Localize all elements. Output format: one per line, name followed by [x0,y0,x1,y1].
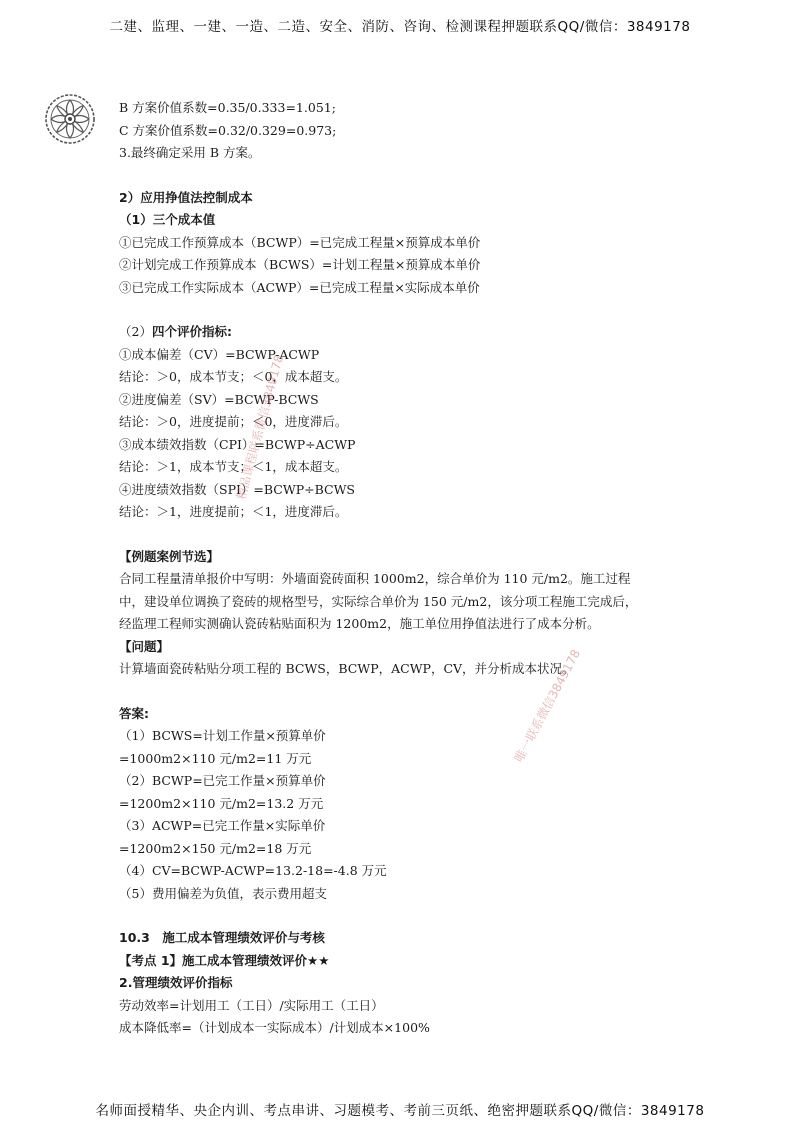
text-line: （2）BCWP=已完工作量×预算单价 [119,773,326,788]
document-body [119,97,719,1040]
text-line: 中，建设单位调换了瓷砖的规格型号，实际综合单价为 150 元/m2，该分项工程施工完成后， [119,593,638,609]
text-line: （3）ACWP=已完工作量×实际单价 [119,818,326,833]
text-line: 计算墙面瓷砖粘贴分项工程的 BCWS，BCWP，ACWP，CV，并分析成本状况。 [119,661,575,676]
text-line: 成本降低率=（计划成本一实际成本）/计划成本×100% [119,1020,430,1035]
example-heading: 【例题案例节选】 [119,548,220,564]
question-heading: 【问题】 [119,638,170,654]
text-line: ③已完成工作实际成本（ACWP）=已完成工程量×实际成本单价 [119,279,480,295]
subsection-heading: 2.管理绩效评价指标 [119,975,233,990]
text-line: C 方案价值系数=0.32/0.329=0.973; [119,122,337,138]
text-line: ①已完成工作预算成本（BCWP）=已完成工程量×预算成本单价 [119,234,481,250]
subsection-heading [119,321,719,344]
text-line: ②计划完成工作预算成本（BCWS）=计划工程量×预算成本单价 [119,257,481,272]
key-point-heading: 【考点 1】施工成本管理绩效评价★★ [119,952,330,968]
text-line: （4）CV=BCWP-ACWP=13.2-18=-4.8 万元 [119,863,387,878]
text-line: 合同工程量清单报价中写明：外墙面瓷砖面积 1000m2，综合单价为 110 元/m2。施工过程 [119,571,631,586]
watermark: 精品课程联系微信3849178 [233,353,287,502]
text-line: ①成本偏差（CV）=BCWP-ACWP [119,346,320,362]
subsection-heading: （1）三个成本值 [119,212,216,227]
page-header: 二建、监理、一建、一造、二造、安全、消防、咨询、检测课程押题联系QQ/微信：3849178 [109,19,691,35]
section-heading: 2）应用挣值法控制成本 [119,189,253,205]
text-line: 经监理工程师实测确认瓷砖粘贴面积为 1200m2，施工单位用挣值法进行了成本分析。 [119,616,600,631]
text-line: 3.最终确定采用 B 方案。 [119,145,261,160]
text-line: =1000m2×110 元/m2=11 万元 [119,750,312,766]
answer-heading: 答案: [119,705,149,721]
text-line: 劳动效率=计划用工（工日）/实际用工（工日） [119,997,384,1013]
text-line: ④进度绩效指数（SPI）=BCWP÷BCWS [119,481,355,497]
text-line: 结论：＞0，进度提前；＜0，进度滞后。 [119,414,348,429]
text-line: ③成本绩效指数（CPI）=BCWP÷ACWP [119,436,356,452]
watermark: 唯一联系微信3849178 [511,647,584,765]
subsection-title: 四个评价指标: [151,324,232,339]
text-line: 结论：＞1，进度提前；＜1，进度滞后。 [119,504,348,519]
text-line: 结论：＞1，成本节支；＜1，成本超支。 [119,459,348,474]
text-line: 结论：＞0，成本节支；＜0，成本超支。 [119,369,348,384]
text-line: （5）费用偏差为负值，表示费用超支 [119,885,327,901]
text-line: （1）BCWS=计划工作量×预算单价 [119,728,326,743]
text-line: =1200m2×150 元/m2=18 万元 [119,840,312,856]
page-footer: 名师面授精华、央企内训、考点串讲、习题模考、考前三页纸、绝密押题联系QQ/微信：3849178 [95,1103,705,1119]
subsection-number: （2） [119,324,152,339]
text-line: B 方案价值系数=0.35/0.333=1.051; [119,100,336,115]
seal-logo-icon [44,93,96,145]
text-line: =1200m2×110 元/m2=13.2 万元 [119,795,324,811]
section-heading: 10.3 施工成本管理绩效评价与考核 [119,930,325,945]
text-line: ②进度偏差（SV）=BCWP-BCWS [119,391,319,407]
